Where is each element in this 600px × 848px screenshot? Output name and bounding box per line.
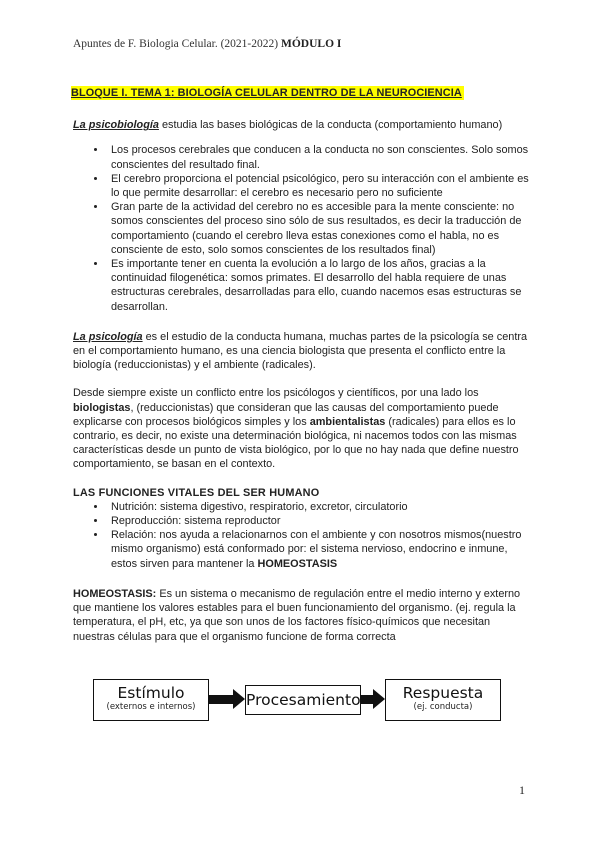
- homeostasis-term: HOMEOSTASIS:: [73, 587, 157, 600]
- ambientalistas-term: ambientalistas: [309, 415, 386, 428]
- psicologia-text: es el estudio de la conducta humana, muchas partes de la psicología se centra en el comportamiento humano, es una ciencia biologista que presenta el conflicto entre la biología (reduccionistas) y el ambiente (radicales).: [73, 330, 528, 372]
- homeostasis-bold: HOMEOSTASIS: [257, 557, 338, 570]
- list-item: • Es importante tener en cuenta la evolución a lo largo de los años, gracias a la continuidad filogenética: somos primates. El desarrollo del habla requiere de unas estructuras cerebrales, desarrolladas para ello, cuando nacemos esas estructuras se desarrollan.: [107, 257, 533, 314]
- conflicto-text-3: (radicales) para ellos es lo contrario, es decir, no existe una determinación biológica, ni nacemos todos con las mismas características desde un punto de vista biológico, por lo que no hay nada que define nuestro comportamiento, se basan en el contexto.: [73, 415, 519, 471]
- procesamiento-label: Procesamiento: [246, 691, 361, 709]
- estimulo-box: [93, 679, 209, 721]
- procesamiento-box: [245, 685, 361, 715]
- estimulo-sub: (externos e internos): [106, 702, 196, 712]
- homeostasis-paragraph: [73, 587, 533, 644]
- psicologia-term: La psicología: [73, 330, 143, 343]
- psicobiologia-paragraph: [73, 118, 533, 132]
- conflicto-paragraph: [73, 386, 533, 471]
- estimulo-label: Estímulo: [117, 684, 185, 702]
- respuesta-label: Respuesta: [402, 684, 484, 702]
- document-body: [73, 86, 533, 644]
- process-diagram: [93, 679, 501, 721]
- homeostasis-text: Es un sistema o mecanismo de regulación entre el medio interno y externo que mantiene los valores estables para el buen funcionamiento del organismo. (ej. regula la temperatura, el pH, etc, ya que son unos de los factores físico-químicos que necesitan nuestras células para que el organismo funcione de forma correcta: [73, 587, 521, 643]
- list-item: • El cerebro proporciona el potencial psicológico, pero su interacción con el ambiente es lo que permite desarrollar: el cerebro es necesario pero no suficiente: [107, 172, 533, 200]
- funciones-list: [73, 500, 533, 571]
- page-header: [73, 38, 341, 50]
- list-item: • Reproducción: sistema reproductor: [107, 514, 533, 528]
- biologistas-term: biologistas: [73, 401, 131, 414]
- conflicto-text-1: Desde siempre existe un conflicto entre los psicólogos y científicos, por una lado los: [73, 387, 479, 400]
- header-module: MÓDULO I: [280, 38, 342, 50]
- list-item: [107, 528, 533, 571]
- funciones-title: LAS FUNCIONES VITALES DEL SER HUMANO: [73, 486, 320, 499]
- page-number: 1: [519, 783, 525, 797]
- psicobiologia-term: La psicobiología: [73, 119, 159, 132]
- list-item: • Gran parte de la actividad del cerebro no es accesible para la mente consciente: no somos conscientes del proceso sino sólo de sus resultados, es decir la traducción de comportamiento (cuando el cerebro lleva estas conexiones como el habla, no es consciente de esto, solo somos conscientes de los resultados final): [107, 200, 533, 257]
- arrowhead-1-icon: [233, 689, 245, 709]
- respuesta-sub: (ej. conducta): [413, 702, 473, 712]
- arrow-1: [209, 695, 235, 704]
- arrowhead-2-icon: [373, 689, 385, 709]
- list-item: • Los procesos cerebrales que conducen a la conducta no son conscientes. Solo somos conscientes del resultado final.: [107, 143, 533, 171]
- title-row: [71, 86, 533, 100]
- psicobiologia-text: estudia las bases biológicas de la conducta (comportamiento humano): [158, 119, 503, 132]
- psicologia-paragraph: [73, 330, 533, 373]
- relacion-text: Relación: nos ayuda a relacionarnos con el ambiente y con nosotros mismos(nuestro mismo organismo) está conformado por: el sistema nervioso, endocrino e inmune, estos sirven para mantener la: [111, 529, 522, 570]
- list-item: • Nutrición: sistema digestivo, respiratorio, excretor, circulatorio: [107, 500, 533, 514]
- psicobiologia-list: [73, 143, 533, 313]
- header-text: Apuntes de F. Biologia Celular. (2021-2022): [73, 38, 281, 50]
- respuesta-box: [385, 679, 501, 721]
- conflicto-text-2: , (reduccionistas) que consideran que las causas del comportamiento puede explicarse con procesos biológicos simples y los: [73, 401, 499, 428]
- page-title: BLOQUE I. TEMA 1: BIOLOGÍA CELULAR DENTRO DE LA NEUROCIENCIA: [71, 87, 462, 99]
